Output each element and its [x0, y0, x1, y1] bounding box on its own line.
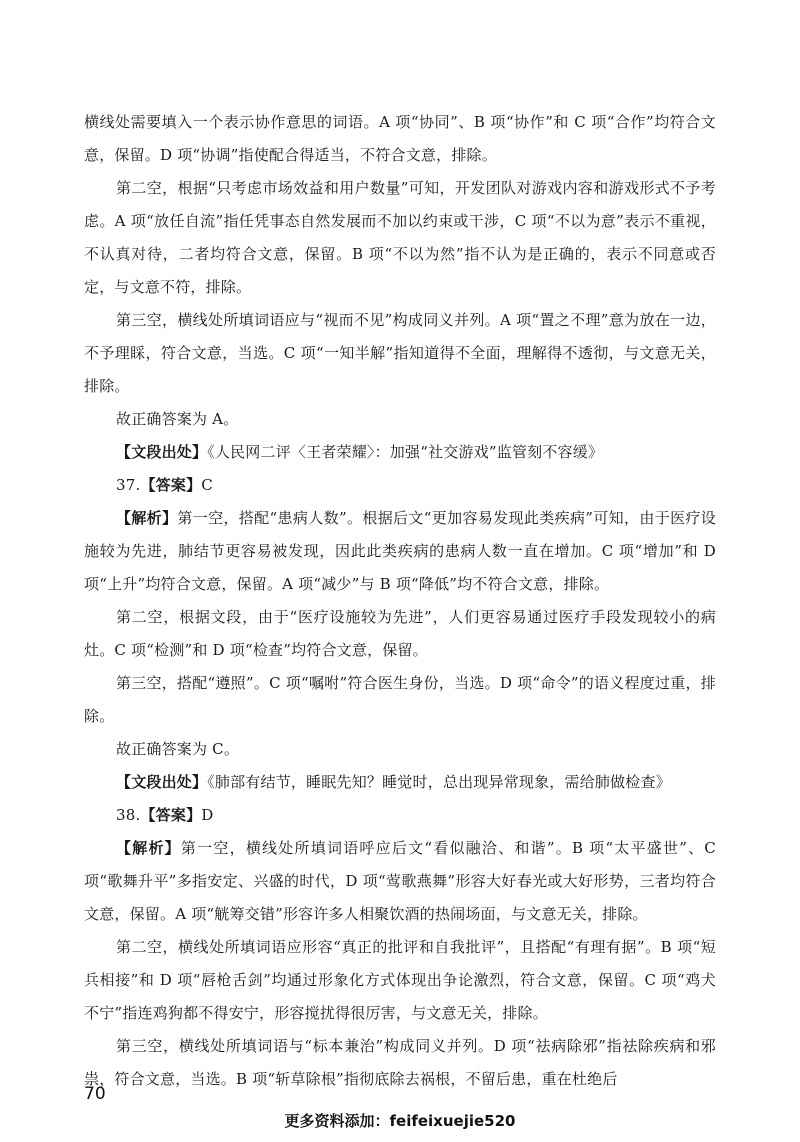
source-text: 《肺部有结节，睡眠先知？睡觉时，总出现异常现象，需给肺做检查》 — [207, 773, 671, 791]
conclusion-37 — [84, 733, 716, 766]
answer-37 — [84, 469, 716, 502]
source-36 — [84, 436, 716, 469]
conclusion-36 — [84, 403, 716, 436]
paragraph-text: 故正确答案为 A。 — [116, 410, 239, 428]
answer-label: 【答案】 — [140, 806, 202, 824]
paragraph-text: 第二空，根据文段，由于“医疗设施较为先进”，人们更容易通过医疗手段发现较小的病灶。C 项“检测”和 D 项“检查”均符合文意，保留。 — [84, 608, 716, 659]
analysis-38 — [84, 832, 716, 931]
paragraph-text: 第二空，根据“只考虑市场效益和用户数量”可知，开发团队对游戏内容和游戏形式不予考虑。A 项“放任自流”指任凭事态自然发展而不加以约束或干涉，C 项“不以为意”表示不重视，不认真对待，二者均符合文意，保留。B 项“不以为然”指不认为是正确的，表示不同意或否定，与文意不符，排除。 — [84, 179, 716, 296]
paragraph-2 — [84, 172, 716, 304]
paragraph-text: 第一空，横线处所填词语呼应后文“看似融洽、和谐”。B 项“太平盛世”、C 项“歌舞升平”多指安定、兴盛的时代，D 项“莺歌燕舞”形容大好春光或大好形势，三者均符合文意，保留。A 项“觥筹交错”形容许多人相聚饮酒的热闹场面，与文意无关，排除。 — [84, 839, 716, 923]
answer-38 — [84, 799, 716, 832]
source-label: 【文段出处】 — [116, 443, 208, 461]
analysis-label: 【解析】 — [116, 509, 178, 527]
answer-value: C — [201, 476, 213, 494]
paragraph-14 — [84, 931, 716, 1030]
answer-label: 【答案】 — [140, 476, 202, 494]
question-number: 37. — [116, 476, 141, 494]
paragraph-8 — [84, 601, 716, 667]
analysis-label: 【解析】 — [116, 839, 181, 857]
paragraph-text: 第二空，横线处所填词语应形容“真正的批评和自我批评”，且搭配“有理有据”。B 项“短兵相接”和 D 项“唇枪舌剑”均通过形象化方式体现出争论激烈，符合文意，保留。C 项“鸡犬不宁”指连鸡狗都不得安宁，形容搅扰得很厉害，与文意无关，排除。 — [84, 938, 716, 1022]
paragraph-text: 第三空，横线处所填词语与“标本兼治”构成同义并列。D 项“祛病除邪”指祛除疾病和邪祟，符合文意，当选。B 项“斩草除根”指彻底除去祸根，不留后患，重在杜绝后 — [84, 1037, 716, 1088]
answer-value: D — [201, 806, 214, 824]
paragraph-15 — [84, 1030, 716, 1096]
page-content — [84, 106, 716, 1096]
paragraph-9 — [84, 667, 716, 733]
paragraph-text: 故正确答案为 C。 — [116, 740, 240, 758]
analysis-37 — [84, 502, 716, 601]
source-37 — [84, 766, 716, 799]
source-text: 《人民网二评〈王者荣耀〉：加强“社交游戏”监管刻不容缓》 — [207, 443, 604, 461]
footer-note: 更多资料添加：feifeixuejie520 — [284, 1112, 516, 1130]
page-number: 70 — [84, 1084, 106, 1104]
paragraph-text: 第三空，搭配“遵照”。C 项“嘱咐”符合医生身份，当选。D 项“命令”的语义程度过重，排除。 — [84, 674, 716, 725]
paragraph-text: 第三空，横线处所填词语应与“视而不见”构成同义并列。A 项“置之不理”意为放在一边，不予理睬，符合文意，当选。C 项“一知半解”指知道得不全面，理解得不透彻，与文意无关，排除。 — [84, 311, 716, 395]
paragraph-text: 横线处需要填入一个表示协作意思的词语。A 项“协同”、B 项“协作”和 C 项“合作”均符合文意，保留。D 项“协调”指使配合得适当，不符合文意，排除。 — [84, 113, 716, 164]
question-number: 38. — [116, 806, 141, 824]
source-label: 【文段出处】 — [116, 773, 208, 791]
paragraph-3 — [84, 304, 716, 403]
paragraph-text: 第一空，搭配“患病人数”。根据后文“更加容易发现此类疾病”可知，由于医疗设施较为先进，肺结节更容易被发现，因此此类疾病的患病人数一直在增加。C 项“增加”和 D 项“上升”均符合文意，保留。A 项“减少”与 B 项“降低”均不符合文意，排除。 — [84, 509, 716, 593]
paragraph-1 — [84, 106, 716, 172]
